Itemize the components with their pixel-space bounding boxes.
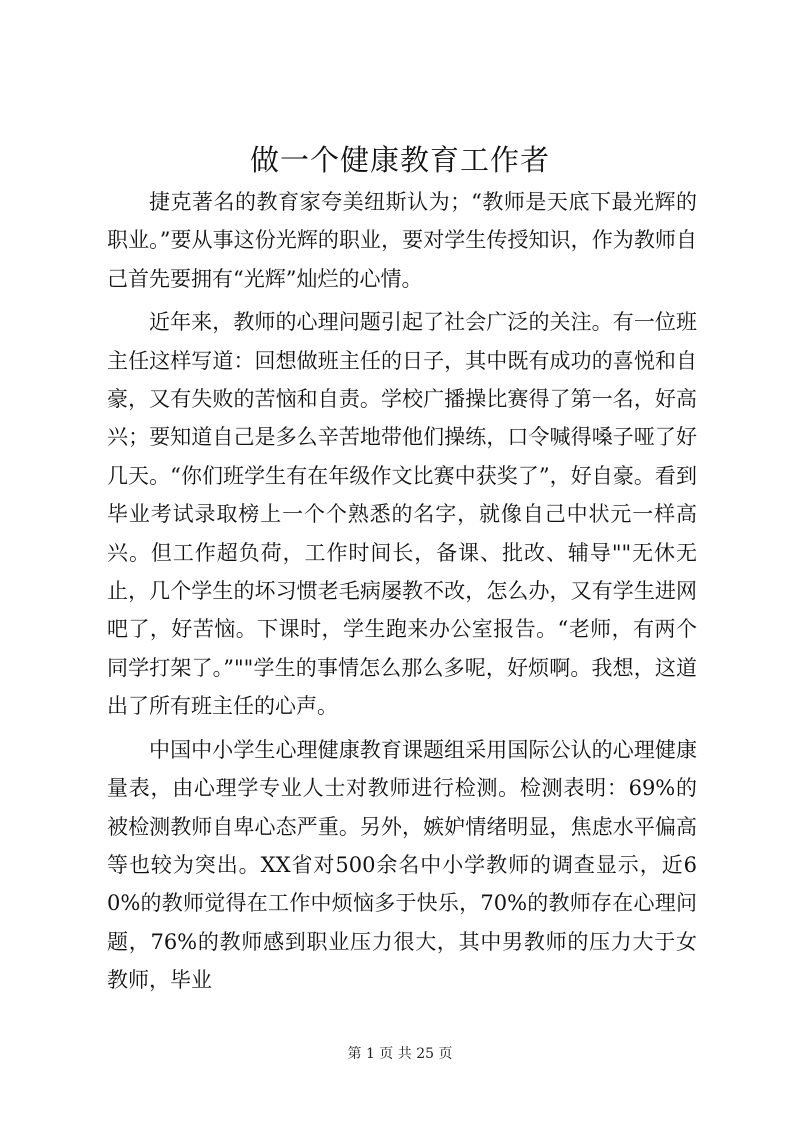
document-body [107, 183, 697, 1005]
paragraph-2: 近年来，教师的心理问题引起了社会广泛的关注。有一位班主任这样写道：回想做班主任的日子，其中既有成功的喜悦和自豪，又有失败的苦恼和自责。学校广播操比赛得了第一名，好高兴；要知道自己是多么辛苦地带他们操练，口令喊得嗓子哑了好几天。“你们班学生有在年级作文比赛中获奖了”，好自豪。看到毕业考试录取榜上一个个熟悉的名字，就像自己中状元一样高兴。但工作超负荷，工作时间长，备课、批改、辅导""无休无止，几个学生的坏习惯老毛病屡教不改，怎么办，又有学生进网吧了，好苦恼。下课时，学生跑来办公室报告。“老师，有两个同学打架了。”""学生的事情怎么那么多呢，好烦啊。我想，这道出了所有班主任的心声。 [107, 310, 697, 719]
document-title: 做一个健康教育工作者 [249, 143, 550, 177]
paragraph-3: 中国中小学生心理健康教育课题组采用国际公认的心理健康量表，由心理学专业人士对教师进行检测。检测表明：69%的被检测教师自卑心态严重。另外，嫉妒情绪明显，焦虑水平偏高等也较为突出。XX省对500余名中小学教师的调查显示，近60%的教师觉得在工作中烦恼多于快乐，70%的教师存在心理问题，76%的教师感到职业压力很大，其中男教师的压力大于女教师，毕业 [107, 737, 697, 993]
paragraph-1: 捷克著名的教育家夸美纽斯认为；“教师是天底下最光辉的职业。”要从事这份光辉的职业，要对学生传授知识，作为教师自己首先要拥有“光辉”灿烂的心情。 [107, 190, 697, 291]
page-footer: 第 1 页 共 25 页 [347, 1046, 453, 1062]
